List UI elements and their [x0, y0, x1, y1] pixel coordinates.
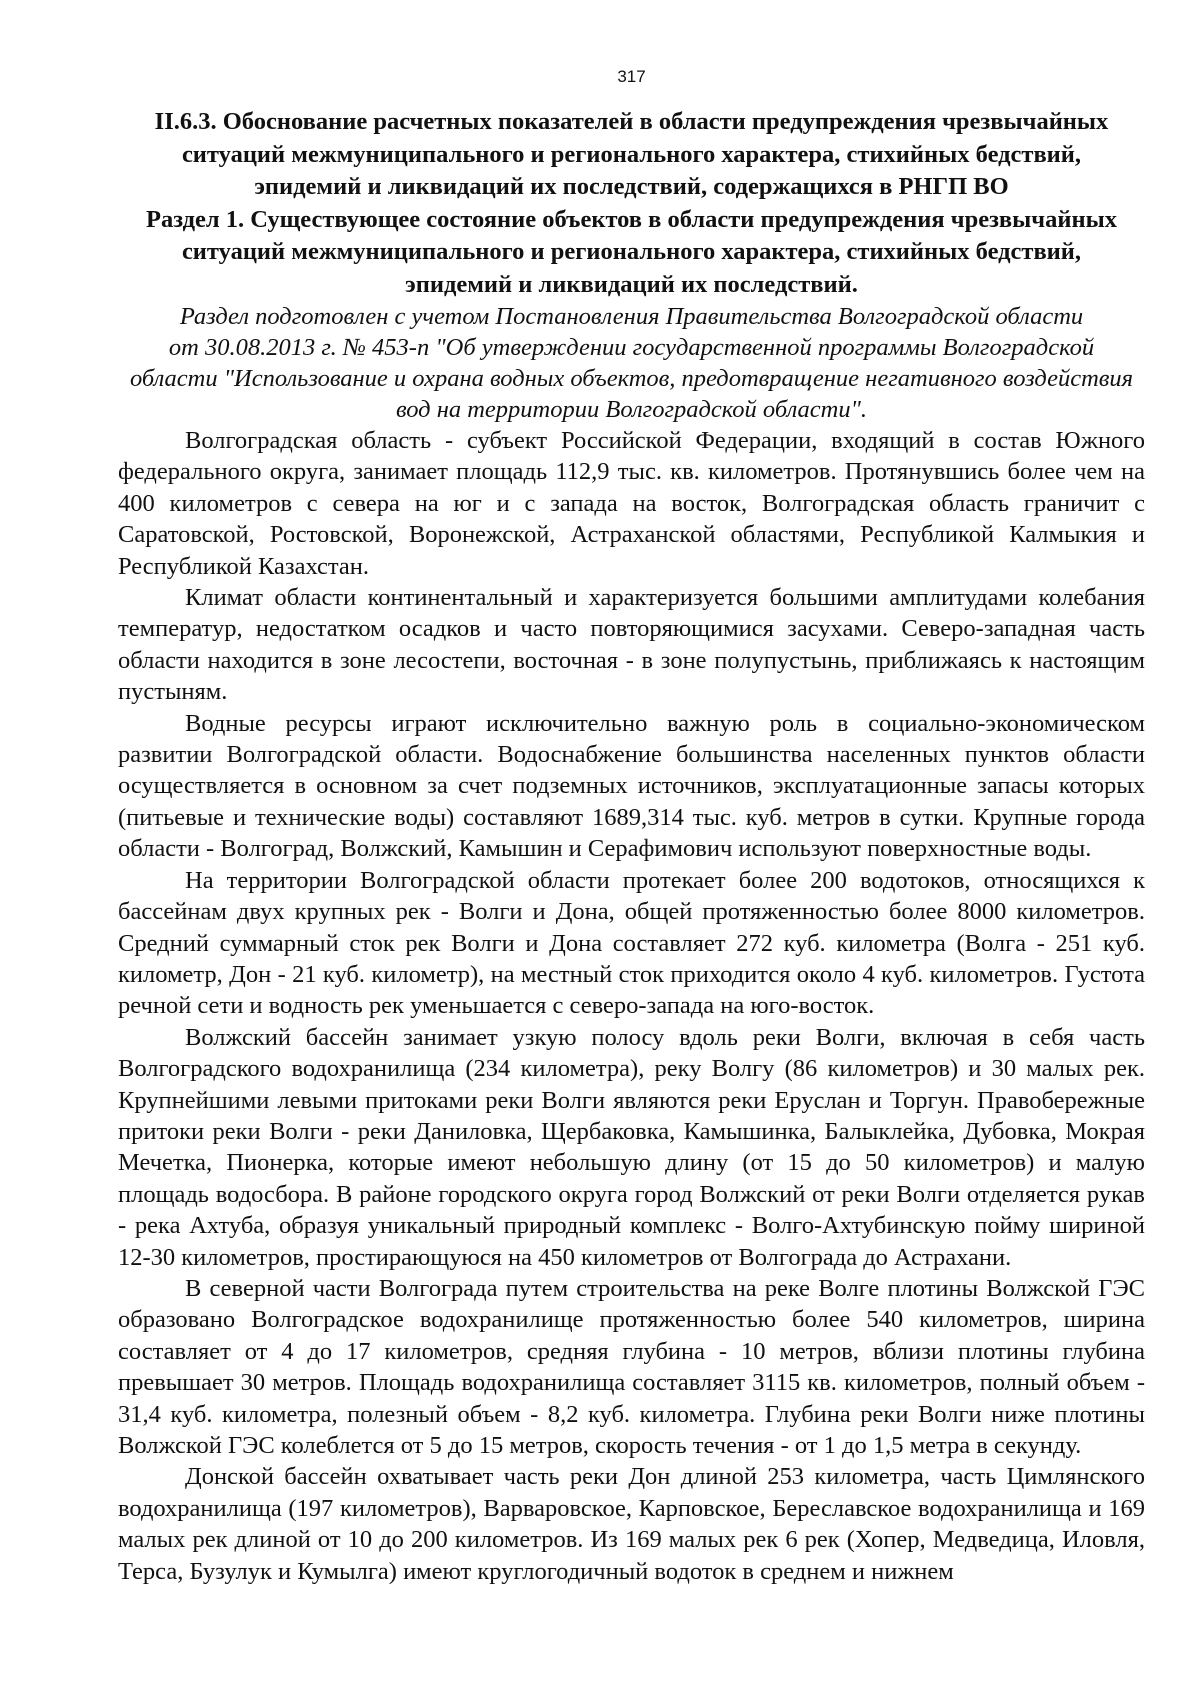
paragraph-region-overview: Волгоградская область - субъект Российской Федерации, входящий в состав Южного федерального округа, занимает площадь 112,9 тыс. кв. километров. Протянувшись более чем на 400 километров с севера на юг и с запада на восток, Волгоградская область граничит с Саратовской, Ростовской, Воронежской, Астраханской областями, Республикой Калмыкия и Республикой Казахстан. — [118, 427, 1145, 580]
section-heading — [118, 106, 1145, 301]
heading-line: эпидемий и ликвидаций их последствий. — [405, 270, 858, 298]
note-line: Раздел подготовлен с учетом Постановления Правительства Волгоградской области — [179, 303, 1084, 330]
heading-line: эпидемий и ликвидаций их последствий, содержащихся в РНГП ВО — [254, 173, 1009, 200]
body-text — [118, 425, 1145, 1587]
source-note — [118, 301, 1145, 425]
paragraph-volga-basin: Волжский бассейн занимает узкую полосу вдоль реки Волги, включая в себя часть Волгоградского водохранилища (234 километра), реку Волгу (86 километров) и 30 малых рек. Крупнейшими левыми притоками реки Волги являются реки Еруслан и Торгун. Правобережные притоки реки Волги - реки Даниловка, Щербаковка, Камышинка, Балыклейка, Дубовка, Мокрая Мечетка, Пионерка, которые имеют небольшую длину (от 15 до 50 километров) и малую площадь водосбора. В районе городского округа город Волжский от реки Волги отделяется рукав - река Ахтуба, образуя уникальный природный комплекс - Волго-Ахтубинскую пойму шириной 12-30 километров, простирающуюся на 450 километров от Волгограда до Астрахани. — [118, 1023, 1145, 1271]
note-line: от 30.08.2013 г. № 453-п "Об утверждении государственной программы Волгоградской — [168, 334, 1095, 361]
paragraph-don-basin: Донской бассейн охватывает часть реки Дон длиной 253 километра, часть Цимлянского водохранилища (197 километров), Варваровское, Карповское, Береславское водохранилища и 169 малых рек длиной от 10 до 200 километров. Из 169 малых рек 6 рек (Хопер, Медведица, Иловля, Терса, Бузулук и Кумылга) имеют круглогодичный водоток в среднем и нижнем — [118, 1463, 1145, 1585]
page-number: 317 — [617, 67, 646, 86]
document-page — [118, 66, 1145, 1587]
paragraph-water-resources: Водные ресурсы играют исключительно важную роль в социально-экономическом развитии Волгоградской области. Водоснабжение большинства населенных пунктов области осуществляется в основном за счет подземных источников, эксплуатационные запасы которых (питьевые и технические воды) составляют 1689,314 тыс. куб. метров в сутки. Крупные города области - Волгоград, Волжский, Камышин и Серафимович используют поверхностные воды. — [118, 709, 1145, 863]
note-line: области "Использование и охрана водных объектов, предотвращение негативного воздействия — [129, 365, 1134, 392]
paragraph-climate: Климат области континентальный и характеризуется большими амплитудами колебания температур, недостатком осадков и часто повторяющимися засухами. Северо-западная часть области находится в зоне лесостепи, восточная - в зоне полупустынь, приближаясь к настоящим пустыням. — [118, 584, 1145, 706]
heading-line: II.6.3. Обоснование расчетных показателей в области предупреждения чрезвычайных — [154, 108, 1109, 135]
heading-line: ситуаций межмуниципального и регионального характера, стихийных бедствий, — [181, 140, 1082, 168]
paragraph-volgograd-reservoir: В северной части Волгограда путем строительства на реке Волге плотины Волжской ГЭС образовано Волгоградское водохранилище протяженностью более 540 километров, ширина составляет от 4 до 17 километров, средняя глубина - 10 метров, вблизи плотины глубина превышает 30 метров. Площадь водохранилища составляет 3115 кв. километров, полный объем - 31,4 куб. километра, полезный объем - 8,2 куб. километра. Глубина реки Волги ниже плотины Волжской ГЭС колеблется от 5 до 15 метров, скорость течения - от 1 до 1,5 метра в секунду. — [118, 1274, 1145, 1459]
note-line: вод на территории Волгоградской области". — [395, 396, 868, 423]
paragraph-watercourses: На территории Волгоградской области протекает более 200 водотоков, относящихся к бассейнам двух крупных рек - Волги и Дона, общей протяженностью более 8000 километров. Средний суммарный сток рек Волги и Дона составляет 272 куб. километра (Волга - 251 куб. километр, Дон - 21 куб. километр), на местный сток приходится около 4 куб. километров. Густота речной сети и водность рек уменьшается с северо-запада на юго-восток. — [118, 866, 1145, 1020]
heading-line: Раздел 1. Существующее состояние объектов в области предупреждения чрезвычайных — [146, 205, 1117, 233]
heading-line: ситуаций межмуниципального и регионального характера, стихийных бедствий, — [181, 238, 1082, 265]
